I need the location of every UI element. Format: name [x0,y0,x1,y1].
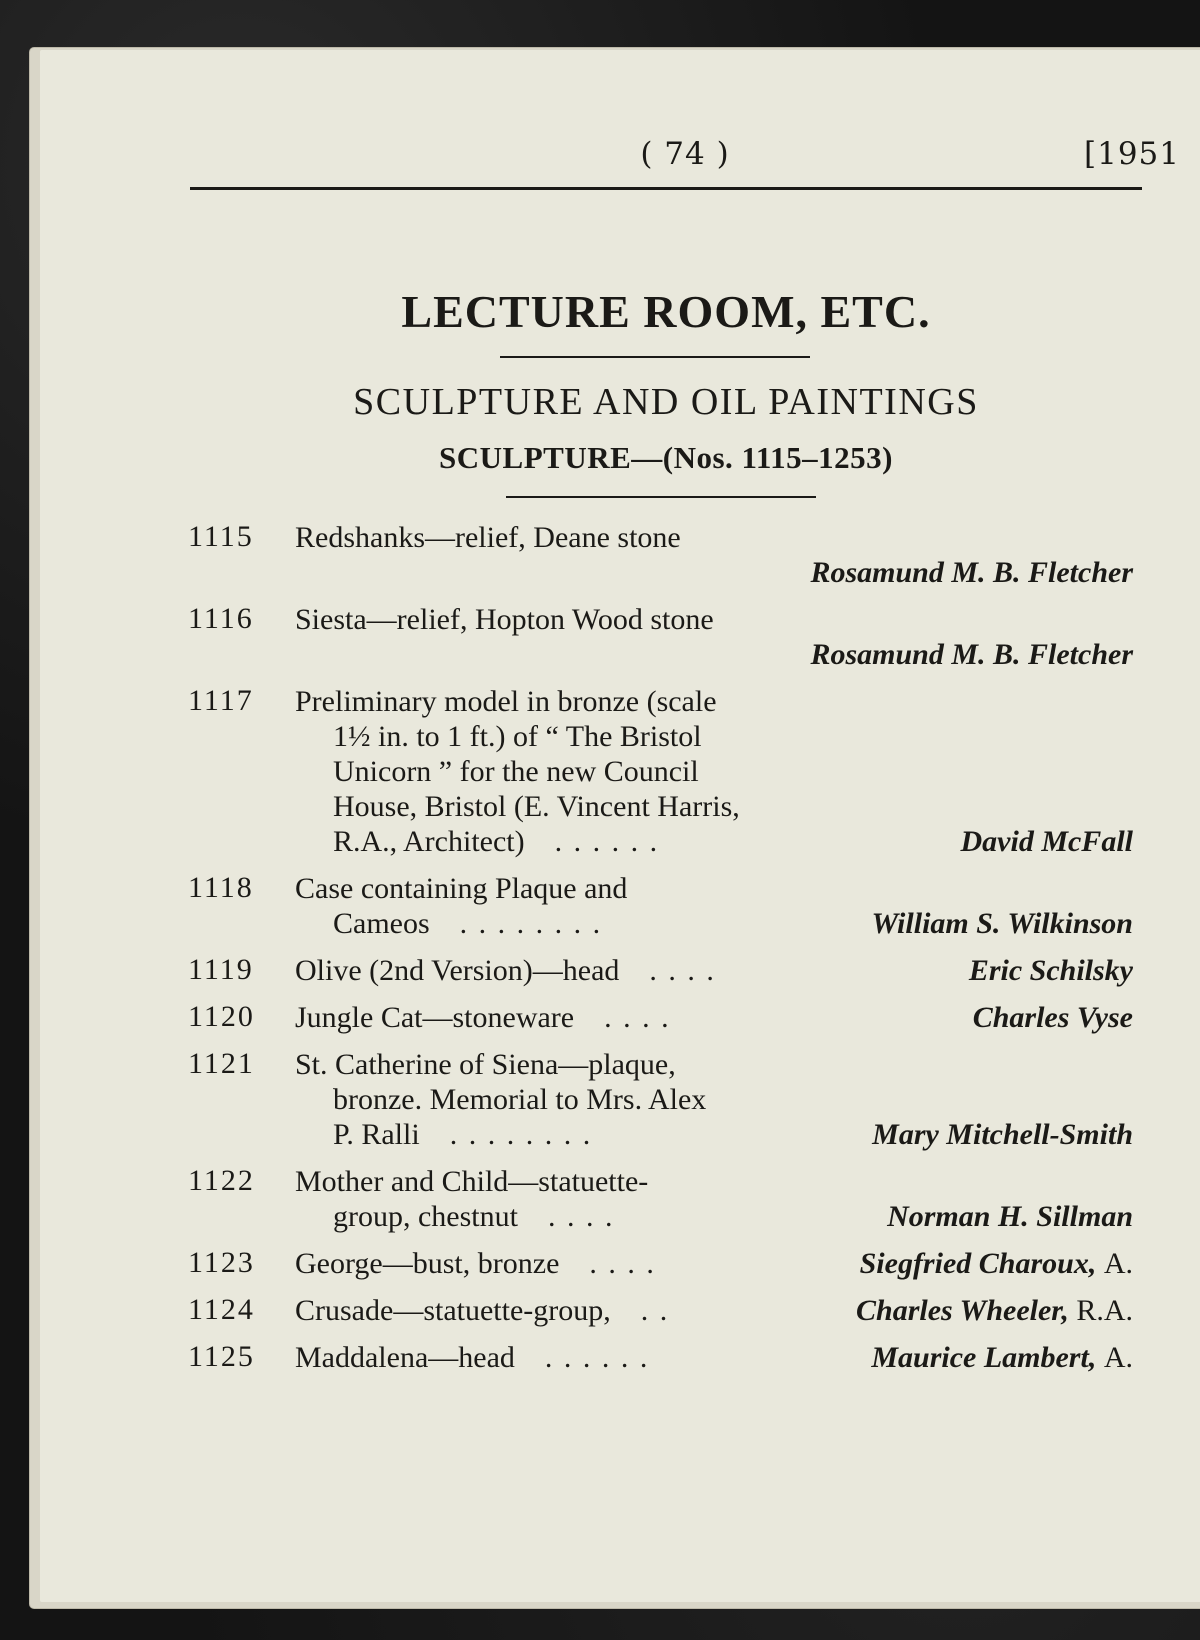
entry-medium: —relief, Hopton Wood stone [366,603,714,636]
entry-artist: William S. Wilkinson [871,907,1133,940]
running-head [190,136,1180,186]
entry-line-text: Cameos [333,907,430,940]
entry-line: Mother and Child—statuette- [295,1165,649,1198]
entry-line-text: R.A., Architect) [333,825,525,858]
page-title: LECTURE ROOM, ETC. [401,286,931,337]
entry-line-text: P. Ralli [333,1118,420,1151]
page-number: ( 74 ) [640,136,730,172]
year-mark: [1951 [1084,136,1180,172]
leader-dots: . . . . . . [544,1341,650,1374]
entry-medium: —relief, Deane stone [425,521,681,554]
entry-description [295,602,1133,637]
leader-dots: . . . . [649,954,716,987]
artist-name: Siegfried Charoux, [859,1247,1097,1280]
catalogue-entry [188,1164,1133,1234]
heading-rule [506,496,816,498]
entry-title: Jungle Cat [295,1001,423,1034]
leader-dots: . . . . [547,1200,615,1233]
entry-medium: —bust, bronze [382,1247,560,1280]
artist-honour: A. [1103,1247,1133,1280]
catalogue-entry [188,520,1133,590]
leader-dots: . . . . . . . . [449,1118,593,1151]
entry-line: Unicorn ” for the new Council [333,755,699,788]
catalogue-entry [188,602,1133,672]
entry-artist [856,1293,1133,1328]
entry-number: 1123 [188,1246,255,1279]
leader-dots: . . . . [604,1001,671,1034]
entry-medium: —statuette-group, [393,1294,611,1327]
entry-artist [871,1340,1133,1375]
artist-honour: A. [1103,1341,1133,1374]
leader-dots: . . . . . . . . [459,907,603,940]
entry-line-text: group, chestnut [333,1200,518,1233]
catalogue-entry [188,1340,1133,1375]
catalogue-list [188,520,1133,1387]
entry-medium: —head [428,1341,515,1374]
entry-description [295,520,1133,555]
entry-number: 1125 [188,1340,255,1373]
entry-title: Redshanks [295,521,425,554]
book-page [40,50,1200,1602]
entry-artist: David McFall [960,825,1133,858]
header-rule [190,187,1142,190]
catalogue-entry [188,1246,1133,1281]
entry-title: Olive (2nd Version) [295,954,533,987]
entry-number: 1122 [188,1164,255,1197]
entry-artist: Charles Vyse [972,1001,1133,1034]
leader-dots: . . [640,1294,670,1327]
entry-line: Case containing Plaque and [295,872,628,905]
entry-medium: —stoneware [422,1001,575,1034]
entry-artist: Norman H. Sillman [887,1200,1133,1233]
artist-name: Charles Wheeler, [856,1294,1069,1327]
entry-number: 1118 [188,871,254,904]
entry-artist: Mary Mitchell-Smith [872,1118,1133,1151]
entry-title: George [295,1247,383,1280]
entry-title: Siesta [295,603,367,636]
leader-dots: . . . . . . [554,825,660,858]
entry-number: 1117 [188,684,254,717]
entry-number: 1121 [188,1047,255,1080]
catalogue-entry [188,871,1133,941]
entry-number: 1120 [188,1000,255,1033]
catalogue-entry [188,684,1133,859]
entry-title: Maddalena [295,1341,429,1374]
entry-line: Preliminary model in bronze (scale [295,685,717,718]
artist-honour: R.A. [1076,1294,1133,1327]
entry-number: 1115 [188,520,254,553]
catalogue-entry [188,1047,1133,1152]
catalogue-entry [188,953,1133,988]
sub-heading: SCULPTURE—(Nos. 1115–1253) [439,440,893,475]
entry-number: 1124 [188,1293,255,1326]
entry-line: House, Bristol (E. Vincent Harris, [333,790,740,823]
entry-number: 1119 [188,953,254,986]
entry-line: 1½ in. to 1 ft.) of “ The Bristol [333,720,702,753]
entry-line: bronze. Memorial to Mrs. Alex [333,1083,707,1116]
entry-line: St. Catherine of Siena—plaque, [295,1048,676,1081]
title-rule [500,356,810,358]
entry-number: 1116 [188,602,254,635]
section-heading: SCULPTURE AND OIL PAINTINGS [353,381,979,423]
entry-artist: Rosamund M. B. Fletcher [810,638,1133,671]
artist-name: Maurice Lambert, [871,1341,1097,1374]
entry-artist: Eric Schilsky [968,954,1133,987]
entry-artist [860,1246,1133,1281]
entry-title: Crusade [295,1294,394,1327]
leader-dots: . . . . [589,1247,656,1280]
entry-medium: —head [532,954,620,987]
entry-artist: Rosamund M. B. Fletcher [810,556,1133,589]
catalogue-entry [188,1293,1133,1328]
catalogue-entry [188,1000,1133,1035]
